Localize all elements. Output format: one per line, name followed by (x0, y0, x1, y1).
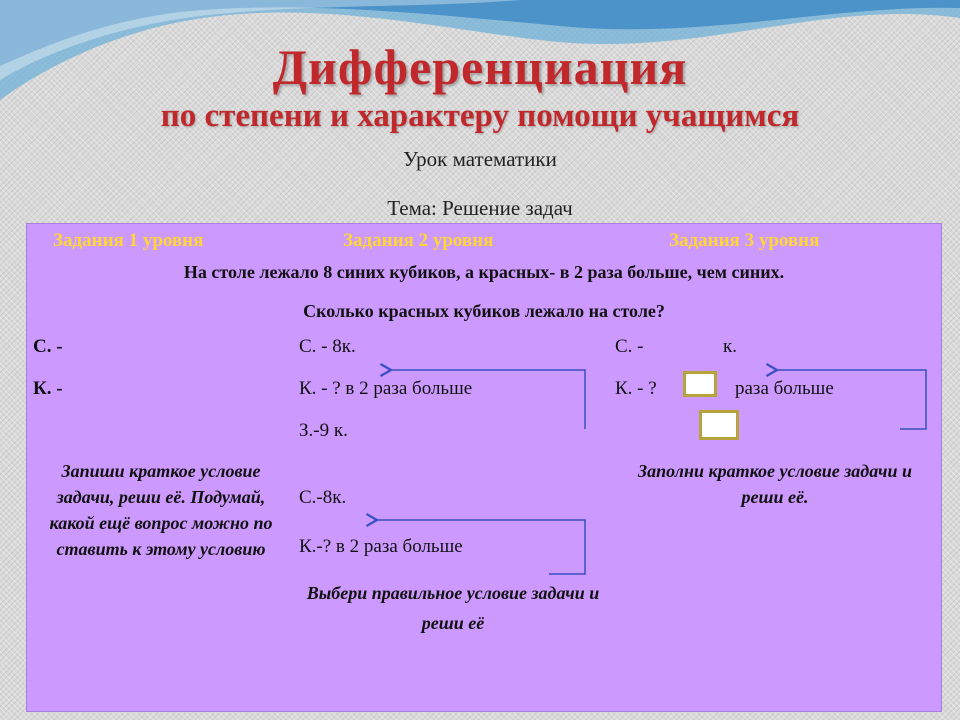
topic-label: Тема: Решение задач (387, 196, 573, 220)
level1-instruction: Запиши краткое условие задачи, реши её. Подумай, какой ещё вопрос можно по ставить к этому условию (49, 461, 273, 559)
problem-line-2: Сколько красных кубиков лежало на столе? (303, 301, 665, 321)
level-3-heading: Задания 3 уровня (669, 230, 820, 251)
tasks-panel (26, 223, 942, 712)
level3-blank-box-2[interactable] (699, 410, 739, 440)
problem-line-1: На столе лежало 8 синих кубиков, а красных- в 2 раза больше, чем синих. (183, 262, 785, 282)
level3-s-prefix: С. - (615, 336, 644, 357)
slide-subtitle: по степени и характеру помощи учащимся (160, 98, 800, 134)
level-1-heading: Задания 1 уровня (53, 230, 204, 251)
level3-k-prefix: К. - ? (615, 378, 657, 399)
level2-v1-line-2: К. - ? в 2 раза больше (299, 378, 473, 399)
level3-blank-box-1[interactable] (683, 371, 717, 397)
level1-s-label: С. - (33, 336, 63, 357)
level3-k-suffix: раза больше (735, 378, 834, 399)
level2-v2-line-1: С.-8к. (299, 487, 347, 508)
level2-instruction: Выбери правильное условие задачи и реши её (306, 583, 600, 633)
level3-s-unit: к. (723, 336, 737, 357)
level-2-heading: Задания 2 уровня (343, 230, 494, 251)
level2-v2-line-2: К.-? в 2 раза больше (299, 536, 463, 557)
level1-k-label: К. - (33, 378, 63, 399)
level2-v1-line-1: С. - 8к. (299, 336, 356, 357)
slide-title: Дифференциация (272, 39, 688, 95)
lesson-label: Урок математики (403, 147, 557, 171)
level2-v1-line-3: З.-9 к. (299, 420, 348, 441)
level3-instruction: Заполни краткое условие задачи и реши её. (638, 461, 912, 507)
